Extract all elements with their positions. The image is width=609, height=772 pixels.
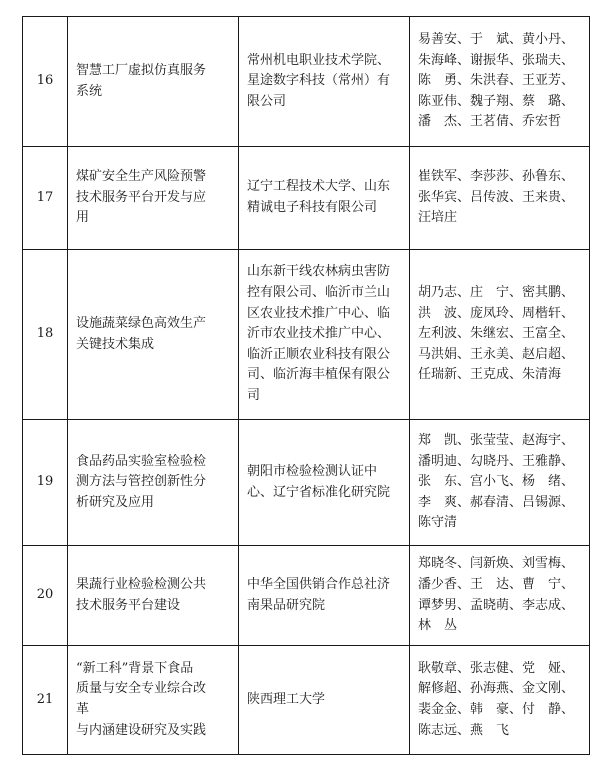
project-line: 革 [76,702,90,717]
people-line: 潘少香、王 达、曹 宁、 [418,576,575,592]
project-line: 与内涵建设研究及实践 [76,722,207,738]
project-line: 食品药品实验室检验检 [76,453,207,469]
table-row [23,147,590,250]
people-line: 解修超、孙海燕、金文刚、 [418,681,575,697]
people-line: 李 爽、郝春清、吕锡源、 [418,494,575,510]
unit-line: 限公司 [247,93,287,109]
people-line: 朱海峰、谢振华、张瑞夫、 [418,52,575,68]
completion-unit-cell [239,546,410,646]
project-line: 用 [76,210,90,226]
unit-line: 控有限公司、临沂市兰山 [247,285,391,301]
people-line: 易善安、于 斌、黄小丹、 [418,32,575,48]
awards-table-body [23,17,590,755]
unit-line: 星途数字科技（常州）有 [247,73,391,89]
unit-line: 心、辽宁省标准化研究院 [247,484,391,500]
unit-line: 精诚电子科技有限公司 [247,200,378,215]
unit-line: 常州机电职业技术学院、 [247,52,391,68]
row-number: 17 [23,147,68,250]
project-line: “新工科”背景下食品 [76,660,194,676]
completion-people-cell [410,420,590,546]
table-row [23,646,590,755]
completion-people-cell [410,147,590,250]
project-name-cell [68,646,239,755]
table-row [23,17,590,147]
project-line: 煤矿安全生产风险预警 [76,169,207,185]
project-name-cell [68,420,239,546]
completion-unit-cell [239,147,410,250]
unit-line: 司、临沂海丰植保有限公 [247,367,391,383]
people-line: 洪 波、庞凤玲、周楷轩、 [418,305,575,321]
completion-unit-cell [239,420,410,546]
unit-line: 辽宁工程技术大学、山东 [247,179,391,195]
row-number: 21 [23,646,68,755]
people-line: 潘 杰、王茗倩、乔宏哲 [418,114,562,130]
project-line: 析研究及应用 [76,494,155,510]
project-line: 果蔬行业检验检测公共 [76,576,207,592]
project-name-cell [68,147,239,250]
completion-people-cell [410,250,590,420]
row-number: 18 [23,250,68,420]
unit-line: 南果品研究院 [247,597,326,613]
people-line: 耿敬章、张志健、党 娅、 [418,660,575,676]
people-line: 张华宾、吕传波、王来贵、 [418,189,575,205]
project-line: 技术服务平台建设 [76,597,181,613]
awards-table [22,16,590,755]
people-line: 郑 凯、张莹莹、赵海宇、 [418,433,575,449]
people-line: 陈亚伟、魏子翔、蔡 璐、 [418,93,575,109]
unit-line: 朝阳市检验检测认证中 [247,463,378,479]
project-line: 质量与安全专业综合改 [76,681,207,697]
completion-unit-cell [239,250,410,420]
people-line: 郑晓冬、闫新焕、刘雪梅、 [418,556,575,572]
project-name-cell [68,250,239,420]
unit-line: 区农业技术推广中心、临 [247,305,391,321]
table-row [23,420,590,546]
completion-unit-cell [239,646,410,755]
project-line: 关键技术集成 [76,336,155,352]
people-line: 陈志远、燕 飞 [418,722,510,738]
project-line: 技术服务平台开发与应 [76,189,207,205]
people-line: 裴金金、韩 豪、付 静、 [418,702,575,717]
unit-line: 司 [247,387,261,403]
row-number: 16 [23,17,68,147]
people-line: 陈 勇、朱洪春、王亚芳、 [418,73,575,89]
row-number: 20 [23,546,68,646]
completion-people-cell [410,17,590,147]
people-line: 任瑞新、王克成、朱清海 [418,367,562,383]
project-line: 测方法与管控创新性分 [76,474,207,490]
unit-line: 陕西理工大学 [247,691,326,707]
people-line: 胡乃志、庄 宁、密其鹏、 [418,285,575,301]
row-number: 19 [23,420,68,546]
people-line: 林 丛 [418,618,458,634]
completion-people-cell [410,646,590,755]
project-line: 智慧工厂虚拟仿真服务 [76,62,207,78]
unit-line: 沂市农业技术推广中心、 [247,326,391,342]
project-line: 系统 [76,83,103,99]
completion-people-cell [410,546,590,646]
people-line: 汪培庄 [418,210,458,226]
unit-line: 山东新干线农林病虫害防 [247,264,391,280]
people-line: 马洪娟、王永美、赵启超、 [418,346,575,362]
people-line: 潘明迪、勾晓丹、王雅静、 [418,453,575,469]
completion-unit-cell [239,17,410,147]
project-name-cell [68,17,239,147]
table-row [23,250,590,420]
project-line: 设施蔬菜绿色高效生产 [76,315,207,331]
people-line: 崔铁军、李莎莎、孙鲁东、 [418,169,575,185]
project-name-cell [68,546,239,646]
people-line: 张 东、宫小飞、杨 绪、 [418,474,575,490]
people-line: 陈守清 [418,515,458,531]
table-row [23,546,590,646]
unit-line: 临沂正顺农业科技有限公 [247,346,391,362]
people-line: 谭梦男、孟晓萌、李志成、 [418,597,575,613]
people-line: 左利波、朱继宏、王富全、 [418,326,575,342]
unit-line: 中华全国供销合作总社济 [247,576,391,592]
